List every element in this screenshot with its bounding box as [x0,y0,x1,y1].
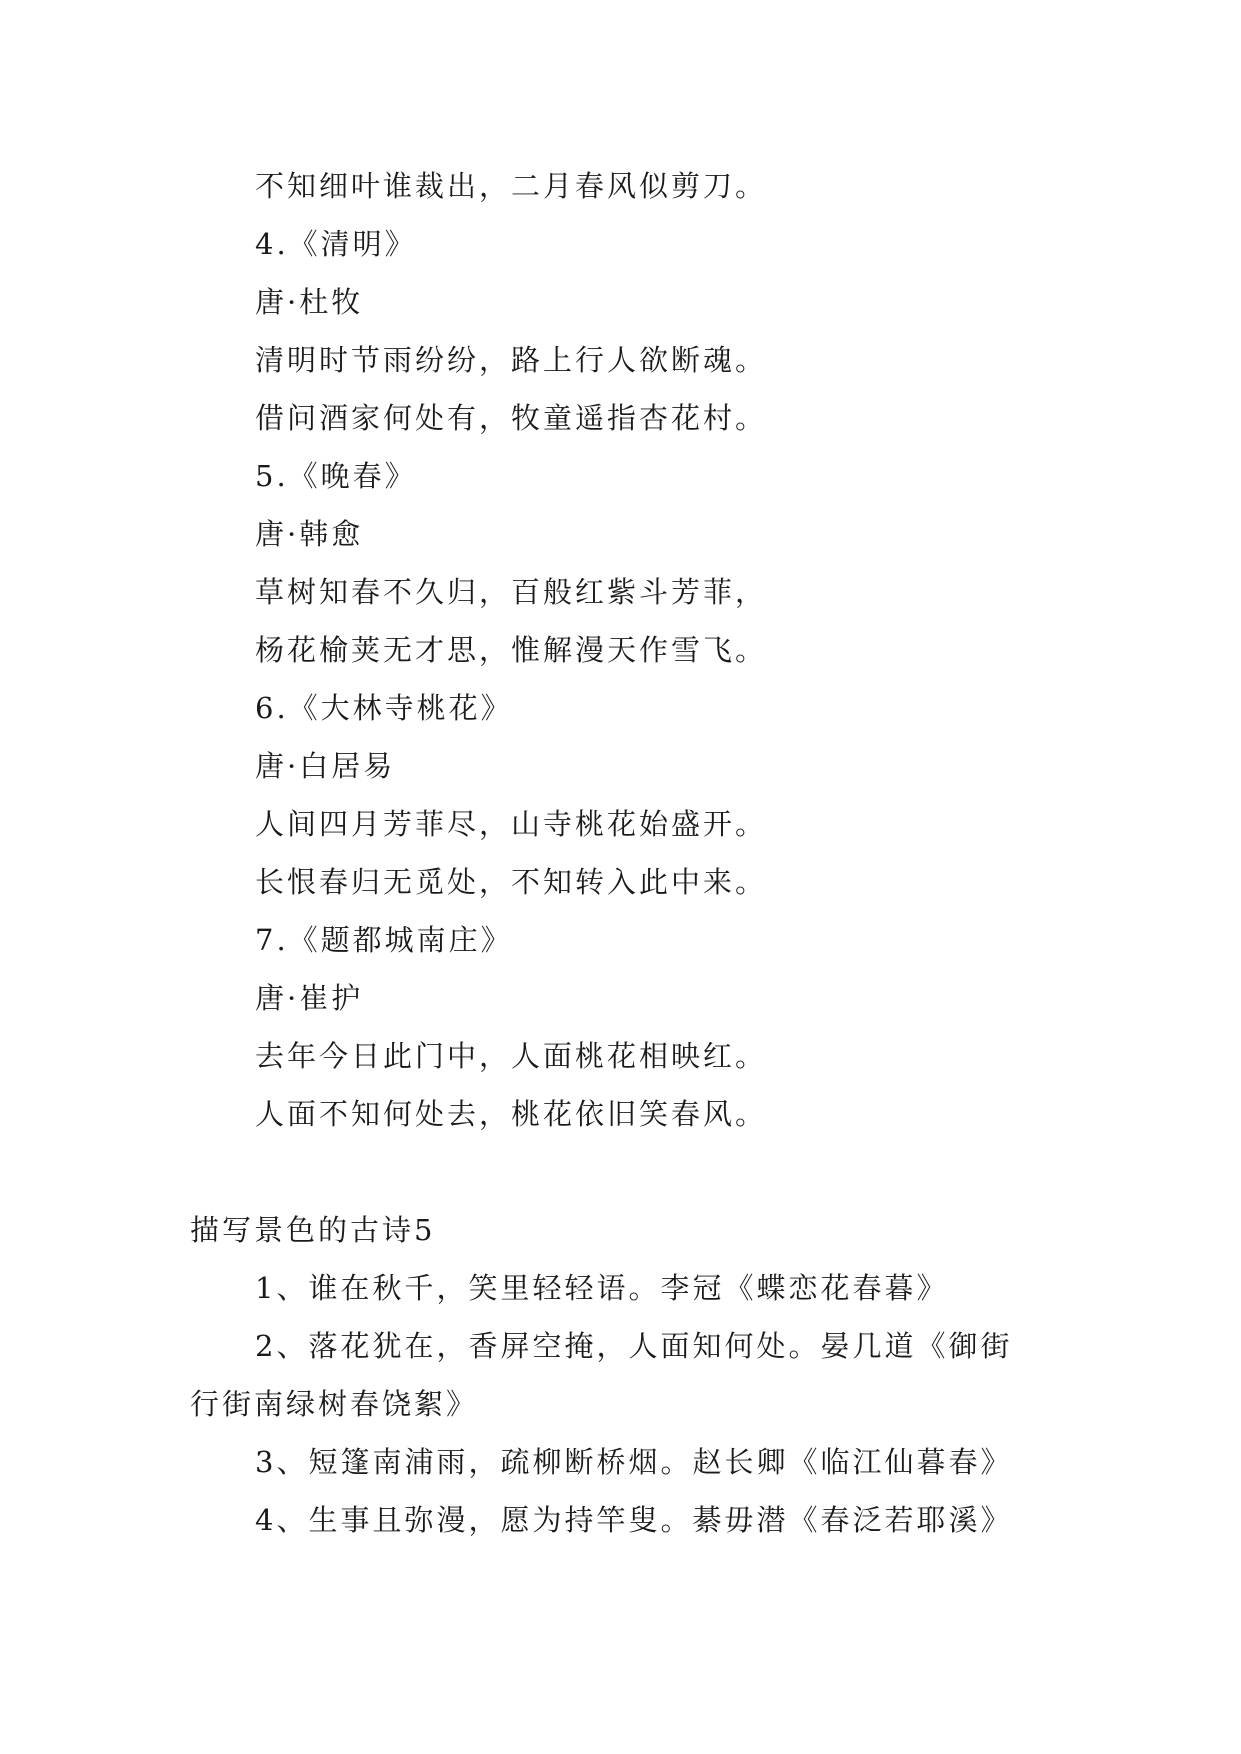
poem-author: 唐·崔护 [255,981,364,1015]
poem-line: 不知细叶谁裁出，二月春风似剪刀。 [255,169,768,203]
quote-line-continued: 行街南绿树春饶絮》 [190,1387,479,1421]
quote-line: 4、生事且弥漫，愿为持竿叟。綦毋潜《春泛若耶溪》 [255,1503,1013,1537]
poem-line: 长恨春归无觅处，不知转入此中来。 [255,865,768,899]
poem-line: 人间四月芳菲尽，山寺桃花始盛开。 [255,807,768,841]
section-title: 描写景色的古诗5 [190,1213,436,1247]
quote-line: 3、短篷南浦雨，疏柳断桥烟。赵长卿《临江仙暮春》 [255,1445,1013,1479]
quote-line: 1、谁在秋千，笑里轻轻语。李冠《蝶恋花春暮》 [255,1271,949,1305]
poem-author: 唐·韩愈 [255,517,364,551]
poem-heading: 6.《大林寺桃花》 [255,691,513,725]
poem-line: 杨花榆荚无才思，惟解漫天作雪飞。 [255,633,768,667]
poem-line: 人面不知何处去，桃花依旧笑春风。 [255,1097,768,1131]
poem-line: 借问酒家何处有，牧童遥指杏花村。 [255,401,768,435]
quote-line: 2、落花犹在，香屏空掩，人面知何处。晏几道《御街 [255,1329,1013,1363]
poem-line: 草树知春不久归，百般红紫斗芳菲， [255,575,768,609]
poem-line: 清明时节雨纷纷，路上行人欲断魂。 [255,343,768,377]
poem-author: 唐·白居易 [255,749,396,783]
poem-line: 去年今日此门中，人面桃花相映红。 [255,1039,768,1073]
poem-author: 唐·杜牧 [255,285,364,319]
poem-heading: 5.《晚春》 [255,459,417,493]
poem-heading: 7.《题都城南庄》 [255,923,513,957]
poem-heading: 4.《清明》 [255,227,417,261]
